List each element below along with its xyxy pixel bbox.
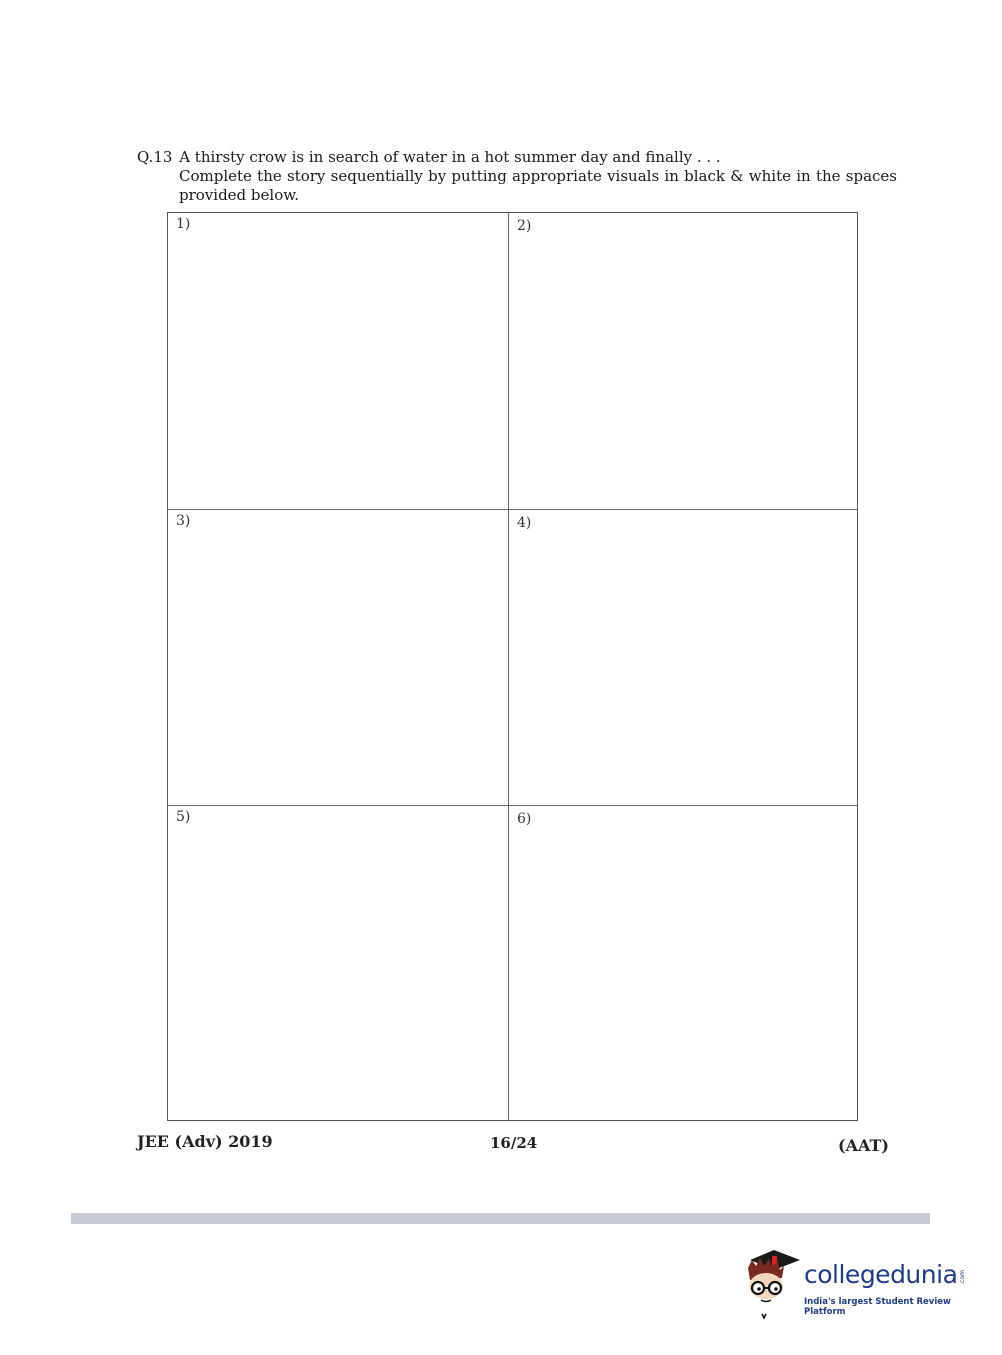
collegedunia-watermark bbox=[742, 1246, 972, 1321]
story-panel-grid bbox=[167, 212, 858, 1121]
question-number: Q.13 bbox=[137, 148, 173, 166]
story-panel-1 bbox=[168, 213, 509, 510]
question-prompt bbox=[137, 148, 897, 167]
brand-name: collegedunia bbox=[804, 1260, 958, 1289]
story-panel-4 bbox=[509, 510, 857, 806]
paper-code: (AAT) bbox=[838, 1136, 889, 1155]
question-block bbox=[137, 148, 897, 205]
question-text: A thirsty crow is in search of water in a hot summer day and finally . . . bbox=[179, 148, 721, 166]
panel-label: 2) bbox=[517, 218, 532, 234]
brand-suffix: .com bbox=[959, 1270, 966, 1285]
panel-label: 4) bbox=[517, 515, 532, 531]
question-instruction: Complete the story sequentially by putting appropriate visuals in black & white in the spaces provided below. bbox=[179, 167, 897, 204]
mascot-logo-icon bbox=[742, 1246, 802, 1321]
page-number: 16/24 bbox=[490, 1134, 538, 1152]
story-panel-5 bbox=[168, 806, 509, 1120]
panel-label: 5) bbox=[176, 809, 191, 825]
exam-name: JEE (Adv) 2019 bbox=[137, 1132, 273, 1151]
story-panel-3 bbox=[168, 510, 509, 806]
brand-tagline: India's largest Student Review Platform bbox=[804, 1297, 951, 1317]
story-panel-2 bbox=[509, 213, 857, 510]
panel-label: 6) bbox=[517, 811, 532, 827]
panel-label: 3) bbox=[176, 513, 191, 529]
panel-label: 1) bbox=[176, 216, 191, 232]
story-panel-6 bbox=[509, 806, 857, 1120]
divider-bar bbox=[71, 1213, 930, 1224]
